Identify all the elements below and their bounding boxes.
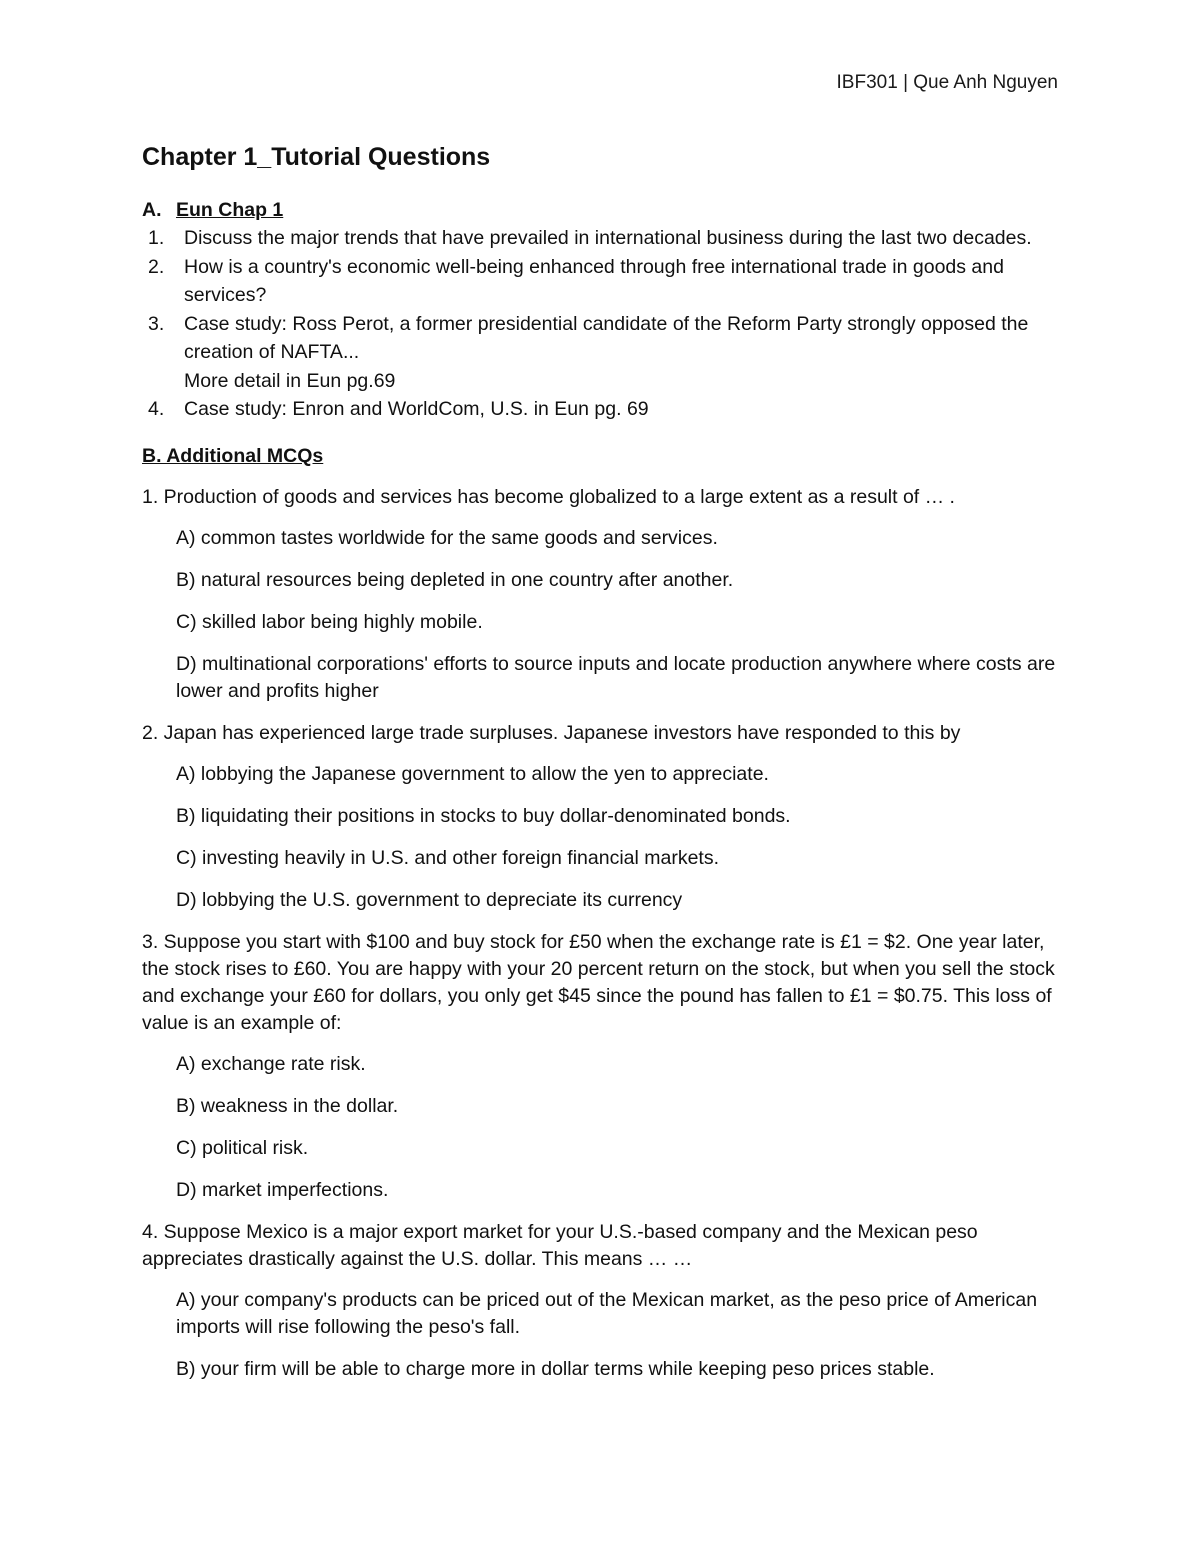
mcq-option: B) weakness in the dollar. (176, 1094, 399, 1117)
item-number: 2. (148, 255, 165, 278)
document-body (142, 140, 1062, 1398)
item-text: How is a country's economic well-being enhanced through free international trade in goods and services? (184, 255, 1004, 306)
mcq-option: C) political risk. (176, 1136, 309, 1159)
mcq-question: 4. Suppose Mexico is a major export market for your U.S.-based company and the Mexican peso appreciates drastically against the U.S. dollar. This means … … (142, 1220, 978, 1270)
item-number: 4. (148, 398, 165, 420)
section-b-heading: B. Additional MCQs (142, 444, 324, 467)
item-text: Case study: Ross Perot, a former presidential candidate of the Reform Party strongly opposed the creation of NAFTA... (184, 312, 1029, 363)
mcq-question: 3. Suppose you start with $100 and buy stock for £50 when the exchange rate is £1 = $2. One year later, the stock rises to £60. You are happy with your 20 percent return on the stock, but when you sell the stock and exchange your £60 for dollars, you only get $45 since the pound has fallen to £1 = $0.75. This loss of value is an example of: (142, 930, 1055, 1034)
item-extra-text: More detail in Eun pg.69 (184, 369, 396, 392)
mcq-option: B) liquidating their positions in stocks to buy dollar-denominated bonds. (176, 804, 791, 827)
item-number: 3. (148, 312, 165, 335)
mcq-option: C) investing heavily in U.S. and other foreign financial markets. (176, 846, 720, 869)
section-a-label: Eun Chap 1 (176, 199, 284, 221)
section-a-heading (142, 196, 1062, 224)
mcq-question: 1. Production of goods and services has become globalized to a large extent as a result of … . (142, 485, 955, 508)
item-text: Case study: Enron and WorldCom, U.S. in Eun pg. 69 (184, 398, 649, 420)
section-a-item (142, 395, 1062, 424)
section-a-letter: A. (142, 199, 162, 221)
mcq-option: D) market imperfections. (176, 1178, 389, 1201)
mcq-option: A) common tastes worldwide for the same goods and services. (176, 526, 718, 549)
item-text: Discuss the major trends that have prevailed in international business during the last two decades. (184, 227, 1032, 249)
page-title: Chapter 1_Tutorial Questions (142, 143, 491, 171)
mcq-question: 2. Japan has experienced large trade surpluses. Japanese investors have responded to this by (142, 721, 961, 744)
section-a-item (142, 253, 1062, 310)
mcq-option: D) lobbying the U.S. government to depreciate its currency (176, 888, 683, 911)
item-number: 1. (148, 227, 165, 249)
mcq-option: A) your company's products can be priced out of the Mexican market, as the peso price of American imports will rise following the peso's fall. (176, 1288, 1038, 1338)
section-a-list (142, 224, 1062, 424)
mcq-option: A) exchange rate risk. (176, 1052, 366, 1075)
mcq-option: C) skilled labor being highly mobile. (176, 610, 483, 633)
page-header: IBF301 | Que Anh Nguyen (836, 72, 1058, 93)
mcq-option: B) natural resources being depleted in one country after another. (176, 568, 734, 591)
section-a-item (142, 224, 1062, 253)
section-a-item (142, 310, 1062, 396)
mcq-option: D) multinational corporations' efforts to source inputs and locate production anywhere where costs are lower and profits higher (176, 652, 1056, 702)
mcq-option: A) lobbying the Japanese government to allow the yen to appreciate. (176, 762, 769, 785)
mcq-option: B) your firm will be able to charge more in dollar terms while keeping peso prices stable. (176, 1357, 935, 1380)
